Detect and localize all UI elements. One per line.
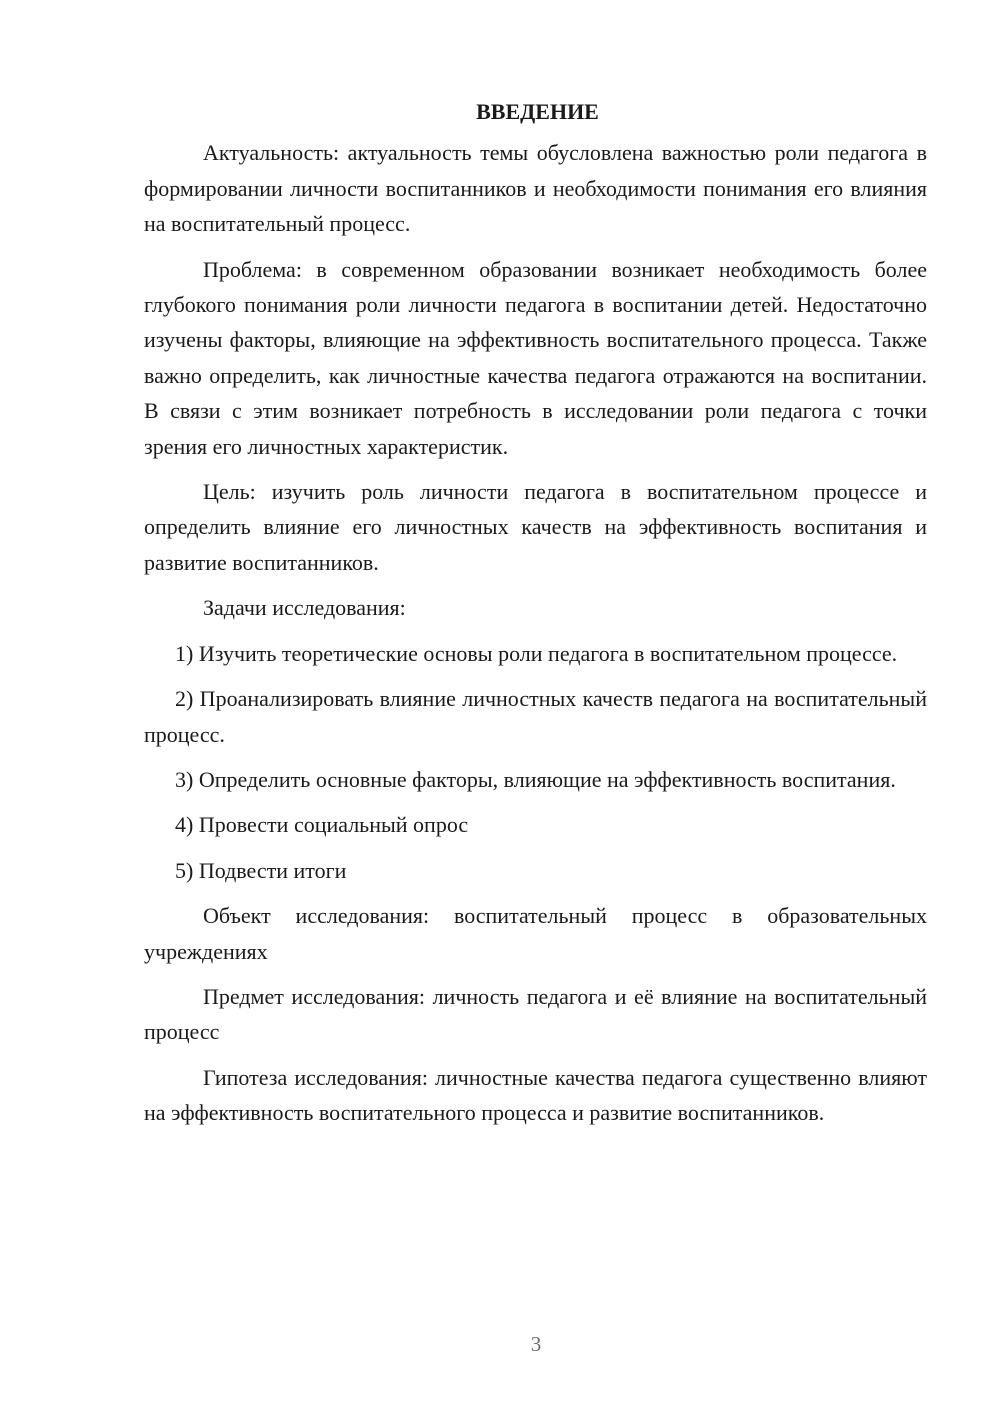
- task-item-2: 2) Проанализировать влияние личностных качеств педагога на воспитательный процесс.: [144, 686, 927, 747]
- page-body: [144, 94, 927, 1131]
- problem-paragraph: Проблема: в современном образовании возникает необходимость более глубокого понимания роли личности педагога в воспитании детей. Недостаточно изучены факторы, влияющие на эффективность воспитательного процесса. Также важно определить, как личностные качества педагога отражаются на воспитании. В связи с этим возникает потребность в исследовании роли педагога с точки зрения его личностных характеристик.: [144, 256, 927, 459]
- task-item-3: 3) Определить основные факторы, влияющие на эффективность воспитания.: [175, 766, 896, 792]
- task-item-1: 1) Изучить теоретические основы роли педагога в воспитательном процессе.: [175, 640, 898, 666]
- task-item-5: 5) Подвести итоги: [175, 857, 347, 883]
- hypothesis-paragraph: Гипотеза исследования: личностные качества педагога существенно влияют на эффективность воспитательного процесса и развитие воспитанников.: [144, 1064, 927, 1126]
- task-item-4: 4) Провести социальный опрос: [175, 812, 469, 838]
- subject-paragraph: Предмет исследования: личность педагога и её влияние на воспитательный процесс: [144, 983, 927, 1045]
- relevance-paragraph: Актуальность: актуальность темы обусловлена важностью роли педагога в формировании личности воспитанников и необходимости понимания его влияния на воспитательный процесс.: [144, 140, 927, 237]
- page-number: 3: [530, 1332, 542, 1356]
- object-paragraph: Объект исследования: воспитательный процесс в образовательных учреждениях: [144, 903, 927, 964]
- section-title: ВВЕДЕНИЕ: [476, 99, 599, 124]
- goal-paragraph: Цель: изучить роль личности педагога в воспитательном процессе и определить влияние его личностных качеств на эффективность воспитания и развитие воспитанников.: [144, 479, 927, 575]
- tasks-heading: Задачи исследования:: [203, 595, 406, 621]
